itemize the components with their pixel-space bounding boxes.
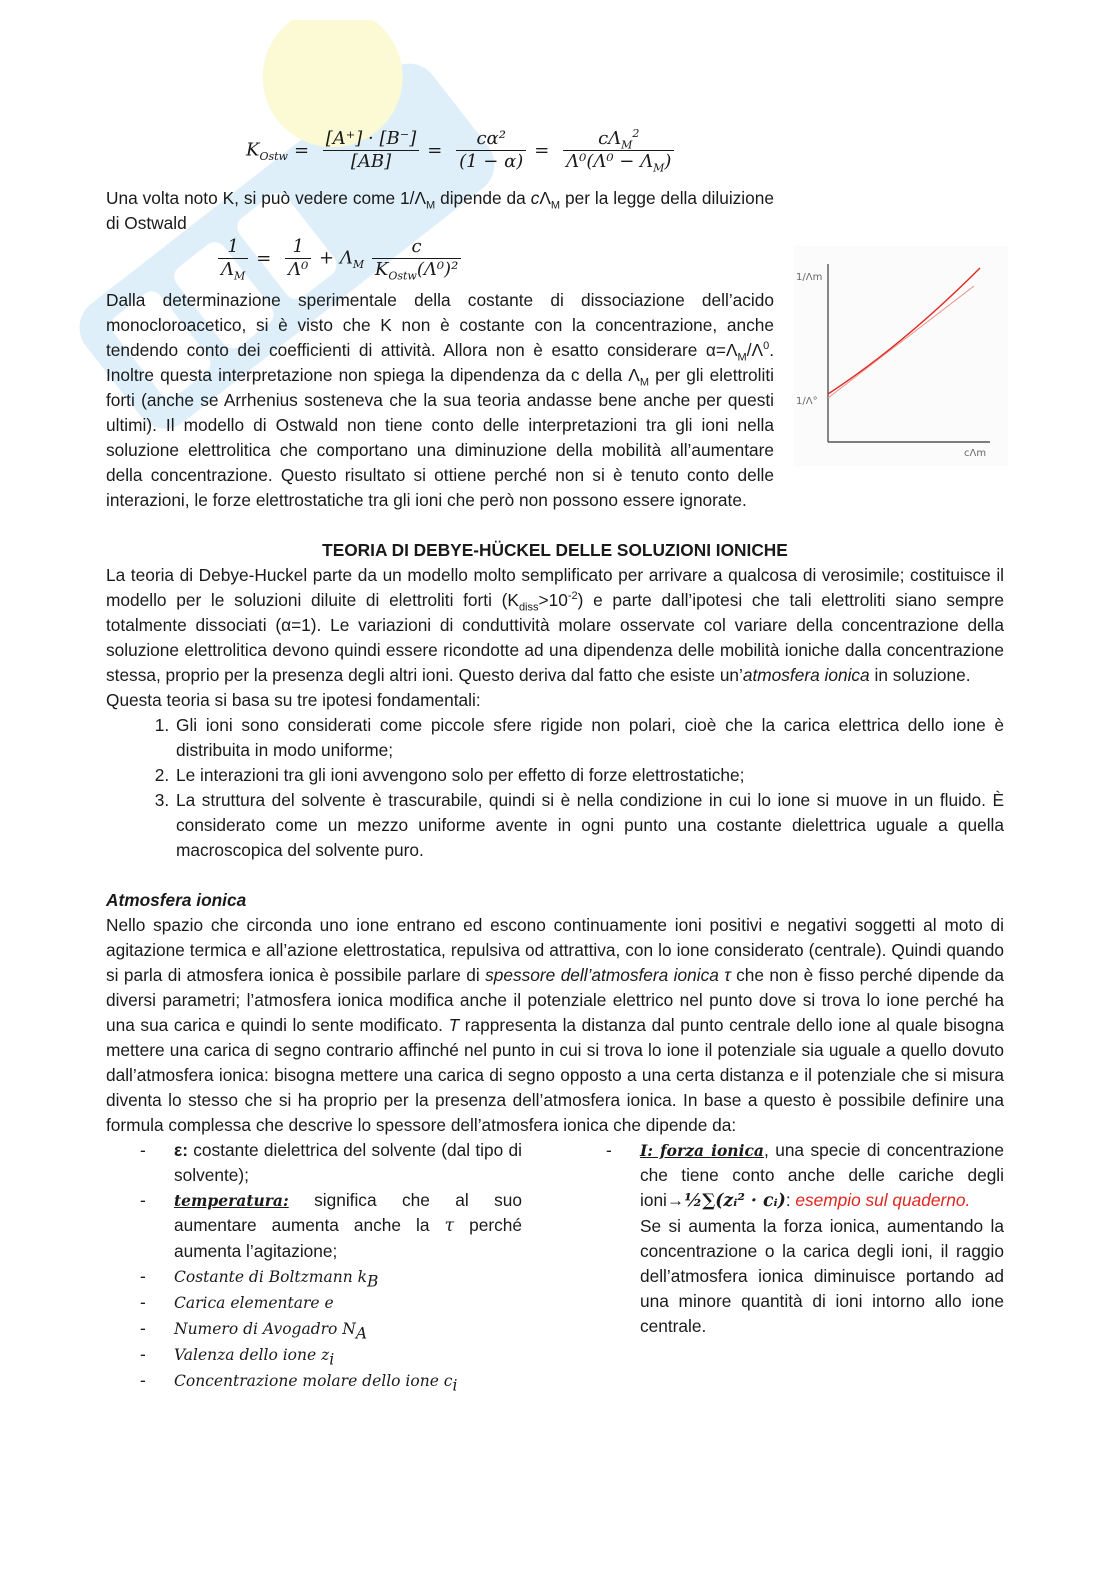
paragraph: Una volta noto K, si può vedere come $1/\Lambda_M$ dipende da $c\Lambda_M$ per la legge della diluizione di Ostwald	[106, 188, 774, 233]
hypotheses-list	[106, 713, 1004, 863]
list-item: - I: forza ionica, una specie di concentrazione che tiene conto anche delle cariche degli ioni→½∑(zᵢ² · cᵢ): esempio sul quaderno. Se si aumenta la forza ionica, aumentando la concentrazione o la carica degli ioni, il raggio dell’atmosfera ionica diminuisce portando ad una minore quantità di ioni intorno allo ione centrale.	[606, 1138, 1004, 1339]
arrow-icon: →	[666, 1190, 685, 1210]
fraction: $\frac{c\Lambda_M^2}{\Lambda^0(\Lambda^0 - \Lambda_M)}$	[563, 128, 674, 173]
list-item: - temperatura: significa che al suo aumentare aumenta anche la τ perché aumenta l’agitazione;	[106, 1188, 522, 1264]
fraction: $\frac{\text{cα²}}{(1 - \alpha)}$	[456, 128, 526, 173]
ostwald-section	[106, 186, 774, 513]
paragraph: Dalla determinazione sperimentale della costante di dissociazione dell’acido monocloroacetico, si è visto che K non è costante con la concentrazione, anche tendendo conto dei coefficienti di attività. Allora non è esatto considerare $\alpha=\Lambda_M/\Lambda^0$. Inoltre questa interpretazione non spiega la dipendenza da c della $\Lambda_M$ per gli elettroliti forti (anche se Arrhenius sosteneva che la sua teoria andasse bene anche per questi ultimi). Il modello di Ostwald non tiene conto delle interpretazioni tra gli ioni nella soluzione elettrolitica che comportano una diminuzione della mobilità all’aumentare della concentrazione. Questo risultato si ottiene perché non si è tenuto conto delle interazioni, le forze elettrostatiche tra gli ioni che però non possono essere ignorate.	[106, 290, 774, 510]
paragraph: Nello spazio che circonda uno ione entrano ed escono continuamente ioni positivi e negativi soggetti al moto di agitazione termica e all’azione elettrostatica, repulsiva od attrattiva, con lo ione considerato (centrale). Quindi quando si parla di atmosfera ionica è possibile parlare di spessore dell’atmosfera ionica τ che non è fisso perché dipende da diversi parametri; l’atmosfera ionica modifica anche il potenziale elettrico nel punto dove si trova lo ione perché ha una sua carica e quindi lo sente modificato. T rappresenta la distanza dal punto centrale dello ione al quale bisogna mettere una carica di segno contrario affinché nel punto in cui si trova lo ione il potenziale sia uguale a quello dovuto dall’atmosfera ionica: bisogna mettere una carica di segno opposto a una certa distanza e il potenziale che si misura diventa lo stesso che si ha proprio per la presenza dell’atmosfera ionica. In base a questo è possibile definire una formula complessa che descrive lo spessore dell’atmosfera ionica che dipende da:	[106, 915, 1005, 1135]
section-heading: TEORIA DI DEBYE-HÜCKEL DELLE SOLUZIONI IONICHE	[322, 540, 788, 560]
y-label-top: 1/Λm	[796, 272, 823, 283]
x-label: cΛm	[964, 448, 987, 459]
list-item: - Carica elementare e	[106, 1290, 522, 1316]
paragraph: Questa teoria si basa su tre ipotesi fondamentali:	[106, 690, 481, 710]
list-item: - Valenza dello ione $z_i$	[106, 1342, 522, 1368]
list-item: - ε: costante dielettrica del solvente (dal tipo di solvente);	[106, 1138, 522, 1188]
parameters-list-right	[606, 1138, 1004, 1339]
parameters-columns	[106, 1138, 1004, 1394]
list-item: - Costante di Boltzmann $k_B$	[106, 1264, 522, 1290]
list-item: 3. La struttura del solvente è trascurabile, quindi si è nella condizione in cui lo ione si muove in un fluido. È considerato come un mezzo uniforme avente in ogni punto una costante dielettrica uguale a quella macroscopica del solvente puro.	[174, 788, 1004, 863]
parameters-list-left	[106, 1138, 522, 1394]
subsection-heading: Atmosfera ionica	[106, 890, 247, 910]
list-item: 1. Gli ioni sono considerati come piccole sfere rigide non polari, cioè che la carica elettrica dello ione è distribuita in modo uniforme;	[174, 713, 1004, 763]
fraction: $\frac{[A^+] \cdot [B^-]}{[AB]}$	[323, 128, 419, 173]
plot-background	[794, 246, 1008, 466]
paragraph: La teoria di Debye-Huckel parte da un modello molto semplificato per arrivare a qualcosa di verosimile; costituisce il modello per le soluzioni diluite di elettroliti forti $(K_{diss}>10^{-2})$ e parte dall’ipotesi che tali elettroliti siano sempre totalmente dissociati (α=1). Le variazioni di conduttività molare osservate col variare della concentrazione della soluzione elettrolitica devono quindi essere ricondotte ad una dipendenza delle mobilità ioniche dalla concentrazione stessa, proprio per la presenza degli altri ioni. Questo deriva dal fatto che esiste un’atmosfera ionica in soluzione.	[106, 565, 1004, 685]
list-item: 2. Le interazioni tra gli ioni avvengono solo per effetto di forze elettrostatiche;	[174, 763, 1004, 788]
list-item: - Concentrazione molare dello ione $c_i$	[106, 1368, 522, 1394]
y-label-intercept: 1/Λ°	[796, 396, 818, 407]
list-item: - Numero di Avogadro $N_A$	[106, 1316, 522, 1342]
ostwald-dilution-formula: $\frac{1}{\Lambda_M}$ = $\frac{1}{\text{Λ⁰}}$ + $\Lambda_M$ $\frac{c}{K_{Ostw}(\Lambda^0)^2}$	[216, 236, 774, 288]
ostwald-constant-formula: $K_{Ostw}$ = $\frac{[A^+] \cdot [B^-]}{[AB]}$ = $\frac{\text{cα²}}{(1 - \alpha)}$ = $\frac{c\Lambda_M^2}{\Lambda^0(\Lambda^0 - \Lambda_M)}$	[246, 128, 1004, 186]
document-page	[106, 128, 1004, 1394]
ostwald-plot	[794, 246, 1008, 466]
